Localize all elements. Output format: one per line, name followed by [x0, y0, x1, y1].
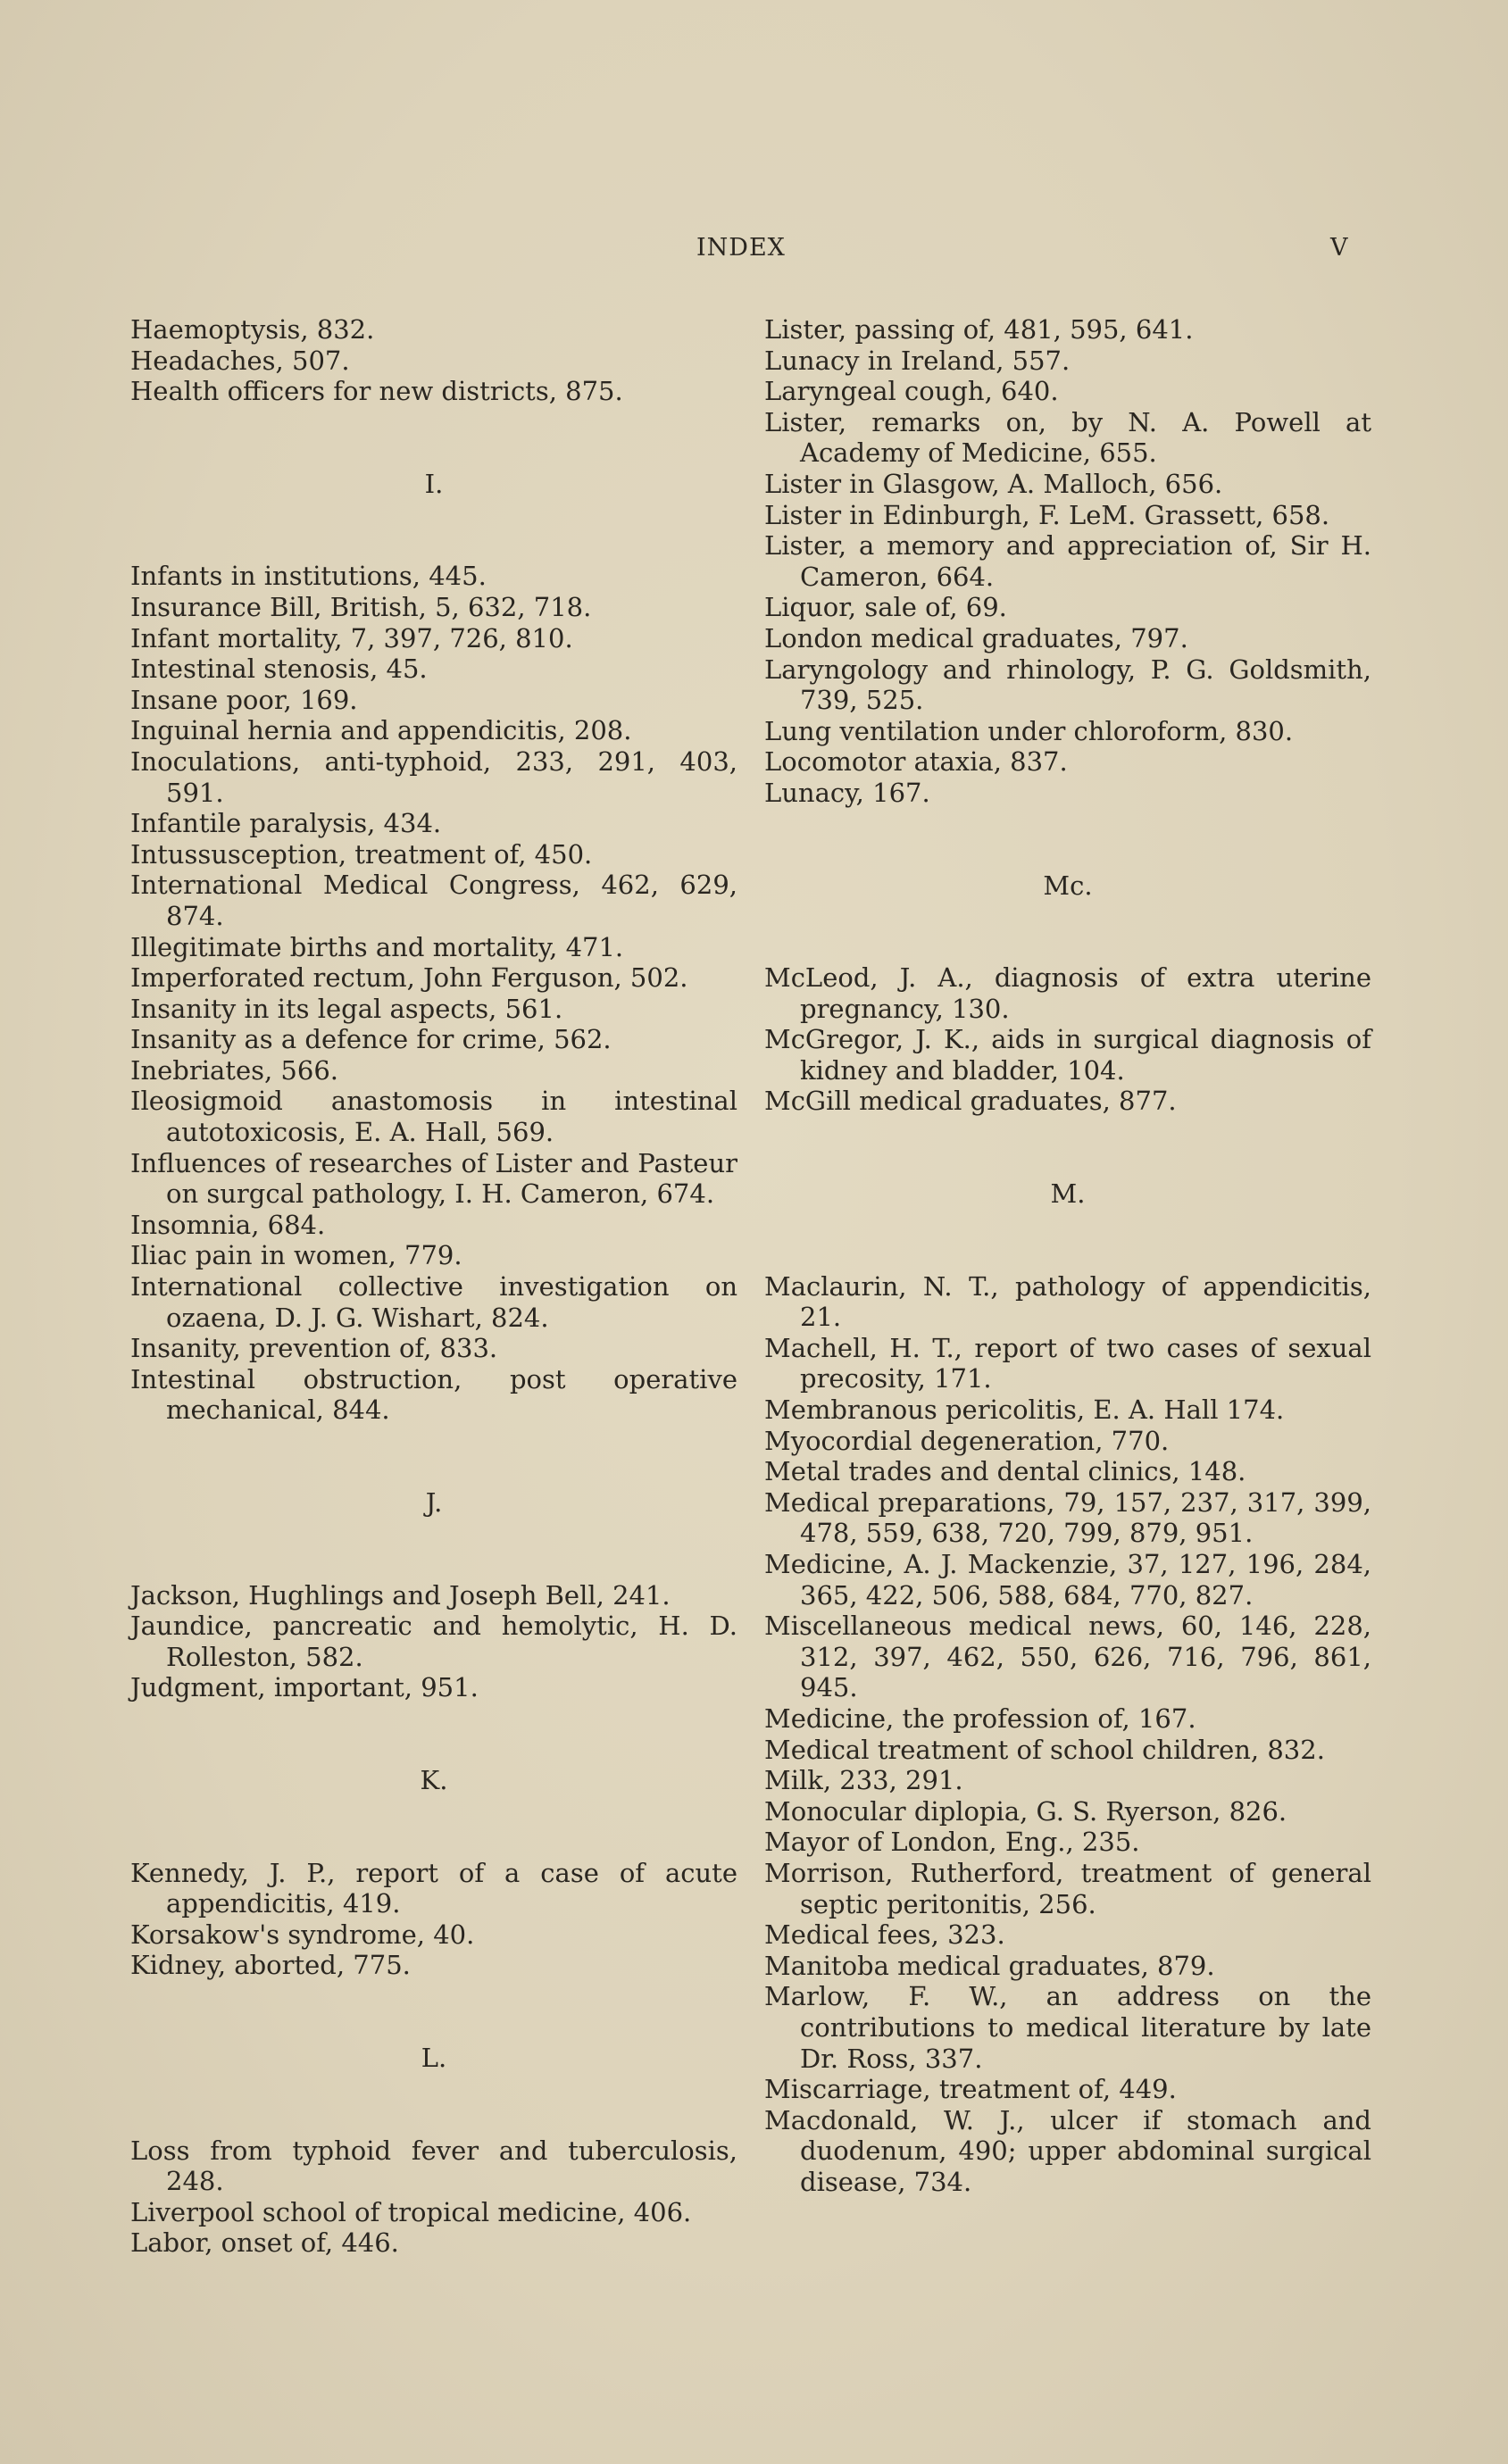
index-entry: Lister, passing of, 481, 595, 641.	[764, 314, 1194, 345]
index-entry: Intestinal stenosis, 45.	[130, 653, 428, 685]
section-letter-heading: Mc.	[1043, 870, 1093, 901]
index-entry: Maclaurin, N. T., pathology of appendicitis, 21.	[764, 1270, 1371, 1333]
index-entry: Lister in Edinburgh, F. LeM. Grassett, 658.	[764, 499, 1330, 530]
index-entry: Lister, a memory and appreciation of, Sir H. Cameron, 664.	[764, 530, 1371, 592]
section-letter-heading: J.	[425, 1487, 443, 1518]
index-entry: Myocordial degeneration, 770.	[764, 1425, 1170, 1456]
index-entry: Insomnia, 684.	[130, 1209, 326, 1240]
index-entry: Illegitimate births and mortality, 471.	[130, 931, 624, 962]
index-entry: Health officers for new districts, 875.	[130, 376, 623, 407]
index-entry: Insane poor, 169.	[130, 684, 358, 715]
index-entry: Infant mortality, 7, 397, 726, 810.	[130, 622, 573, 653]
index-entry: Intestinal obstruction, post operative mechanical, 844.	[130, 1363, 737, 1426]
index-entry: Jackson, Hughlings and Joseph Bell, 241.	[130, 1579, 671, 1611]
index-entry: Medical fees, 323.	[764, 1919, 1005, 1951]
index-entry: Monocular diplopia, G. S. Ryerson, 826.	[764, 1795, 1287, 1827]
section-letter-heading: M.	[1050, 1178, 1086, 1210]
left-column	[130, 314, 737, 2259]
index-entry: Medicine, the profession of, 167.	[764, 1702, 1196, 1734]
index-entry: Infants in institutions, 445.	[130, 561, 487, 592]
running-head	[0, 234, 1508, 270]
index-entry: Membranous pericolitis, E. A. Hall 174.	[764, 1394, 1285, 1426]
index-entry: Miscellaneous medical news, 60, 146, 228, 312, 397, 462, 550, 626, 716, 796, 861, 945.	[764, 1611, 1371, 1703]
index-entry: Macdonald, W. J., ulcer if stomach and duodenum, 490; upper abdominal surgical disease, 734.	[764, 2104, 1371, 2197]
index-entry: McGill medical graduates, 877.	[764, 1086, 1177, 1117]
section-letter-heading: K.	[420, 1764, 448, 1795]
index-entry: Medical treatment of school children, 832.	[764, 1734, 1325, 1765]
index-entry: Infantile paralysis, 434.	[130, 808, 442, 839]
index-entry: London medical graduates, 797.	[764, 622, 1188, 653]
index-entry: Labor, onset of, 446.	[130, 2227, 399, 2259]
index-entry: Machell, H. T., report of two cases of sexual precosity, 171.	[764, 1332, 1371, 1394]
index-entry: McLeod, J. A., diagnosis of extra uterine pregnancy, 130.	[764, 962, 1371, 1024]
index-entry: Loss from typhoid fever and tuberculosis, 248.	[130, 2135, 737, 2197]
index-entry: Jaundice, pancreatic and hemolytic, H. D. Rolleston, 582.	[130, 1611, 737, 1672]
index-entry: Kennedy, J. P., report of a case of acute appendicitis, 419.	[130, 1857, 737, 1919]
index-entry: Lister in Glasgow, A. Malloch, 656.	[764, 468, 1223, 499]
index-entry: Liquor, sale of, 69.	[764, 592, 1007, 623]
section-letter-heading: L.	[421, 2042, 447, 2073]
index-entry: Judgment, important, 951.	[130, 1672, 479, 1703]
index-entry: Metal trades and dental clinics, 148.	[764, 1456, 1246, 1487]
index-entry: Morrison, Rutherford, treatment of general septic peritonitis, 256.	[764, 1857, 1371, 1919]
index-entry: International collective investigation on ozaena, D. J. G. Wishart, 824.	[130, 1271, 737, 1333]
index-entry: Intussusception, treatment of, 450.	[130, 838, 593, 870]
index-entry: Lunacy, 167.	[764, 777, 930, 808]
index-entry: Korsakow's syndrome, 40.	[130, 1919, 475, 1950]
index-entry: Insanity in its legal aspects, 561.	[130, 993, 563, 1024]
index-entry: McGregor, J. K., aids in surgical diagnosis of kidney and bladder, 104.	[764, 1024, 1371, 1086]
index-entry: Medicine, A. J. Mackenzie, 37, 127, 196, 284, 365, 422, 506, 588, 684, 770, 827.	[764, 1549, 1371, 1611]
index-entry: Inebriates, 566.	[130, 1054, 338, 1086]
index-entry: Liverpool school of tropical medicine, 406.	[130, 2196, 692, 2227]
index-entry: Inoculations, anti-typhoid, 233, 291, 403, 591.	[130, 745, 737, 808]
index-entry: Haemoptysis, 832.	[130, 314, 375, 345]
right-column	[764, 314, 1371, 2197]
running-head-title: INDEX	[696, 234, 786, 262]
index-entry: Inguinal hernia and appendicitis, 208.	[130, 715, 632, 746]
page-number: V	[1330, 234, 1348, 262]
index-entry: Ileosigmoid anastomosis in intestinal autotoxicosis, E. A. Hall, 569.	[130, 1086, 737, 1148]
index-entry: Insurance Bill, British, 5, 632, 718.	[130, 591, 592, 622]
index-entry: Insanity as a defence for crime, 562.	[130, 1024, 612, 1055]
index-entry: Kidney, aborted, 775.	[130, 1950, 411, 1981]
index-entry: Headaches, 507.	[130, 345, 350, 376]
index-entry: Lung ventilation under chloroform, 830.	[764, 715, 1294, 746]
index-entry: Mayor of London, Eng., 235.	[764, 1827, 1140, 1858]
index-entry: Marlow, F. W., an address on the contributions to medical literature by late Dr. Ross, 337.	[764, 1981, 1371, 2074]
index-entry: Manitoba medical graduates, 879.	[764, 1950, 1215, 1981]
index-entry: Locomotor ataxia, 837.	[764, 746, 1068, 778]
index-entry: Lister, remarks on, by N. A. Powell at Academy of Medicine, 655.	[764, 406, 1371, 469]
index-entry: Laryngology and rhinology, P. G. Goldsmith, 739, 525.	[764, 653, 1371, 716]
index-entry: Lunacy in Ireland, 557.	[764, 345, 1071, 376]
index-entry: Insanity, prevention of, 833.	[130, 1333, 498, 1364]
index-entry: Laryngeal cough, 640.	[764, 376, 1059, 407]
index-entry: Imperforated rectum, John Ferguson, 502.	[130, 962, 688, 994]
index-entry: Medical preparations, 79, 157, 237, 317, 399, 478, 559, 638, 720, 799, 879, 951.	[764, 1486, 1371, 1549]
index-entry: Influences of researches of Lister and Pasteur on surgcal pathology, I. H. Cameron, 674.	[130, 1147, 737, 1210]
index-entry: International Medical Congress, 462, 629, 874.	[130, 870, 737, 931]
section-letter-heading: I.	[424, 468, 444, 499]
index-entry: Milk, 233, 291.	[764, 1765, 963, 1796]
index-entry: Miscarriage, treatment of, 449.	[764, 2074, 1177, 2105]
index-entry: Iliac pain in women, 779.	[130, 1240, 462, 1271]
